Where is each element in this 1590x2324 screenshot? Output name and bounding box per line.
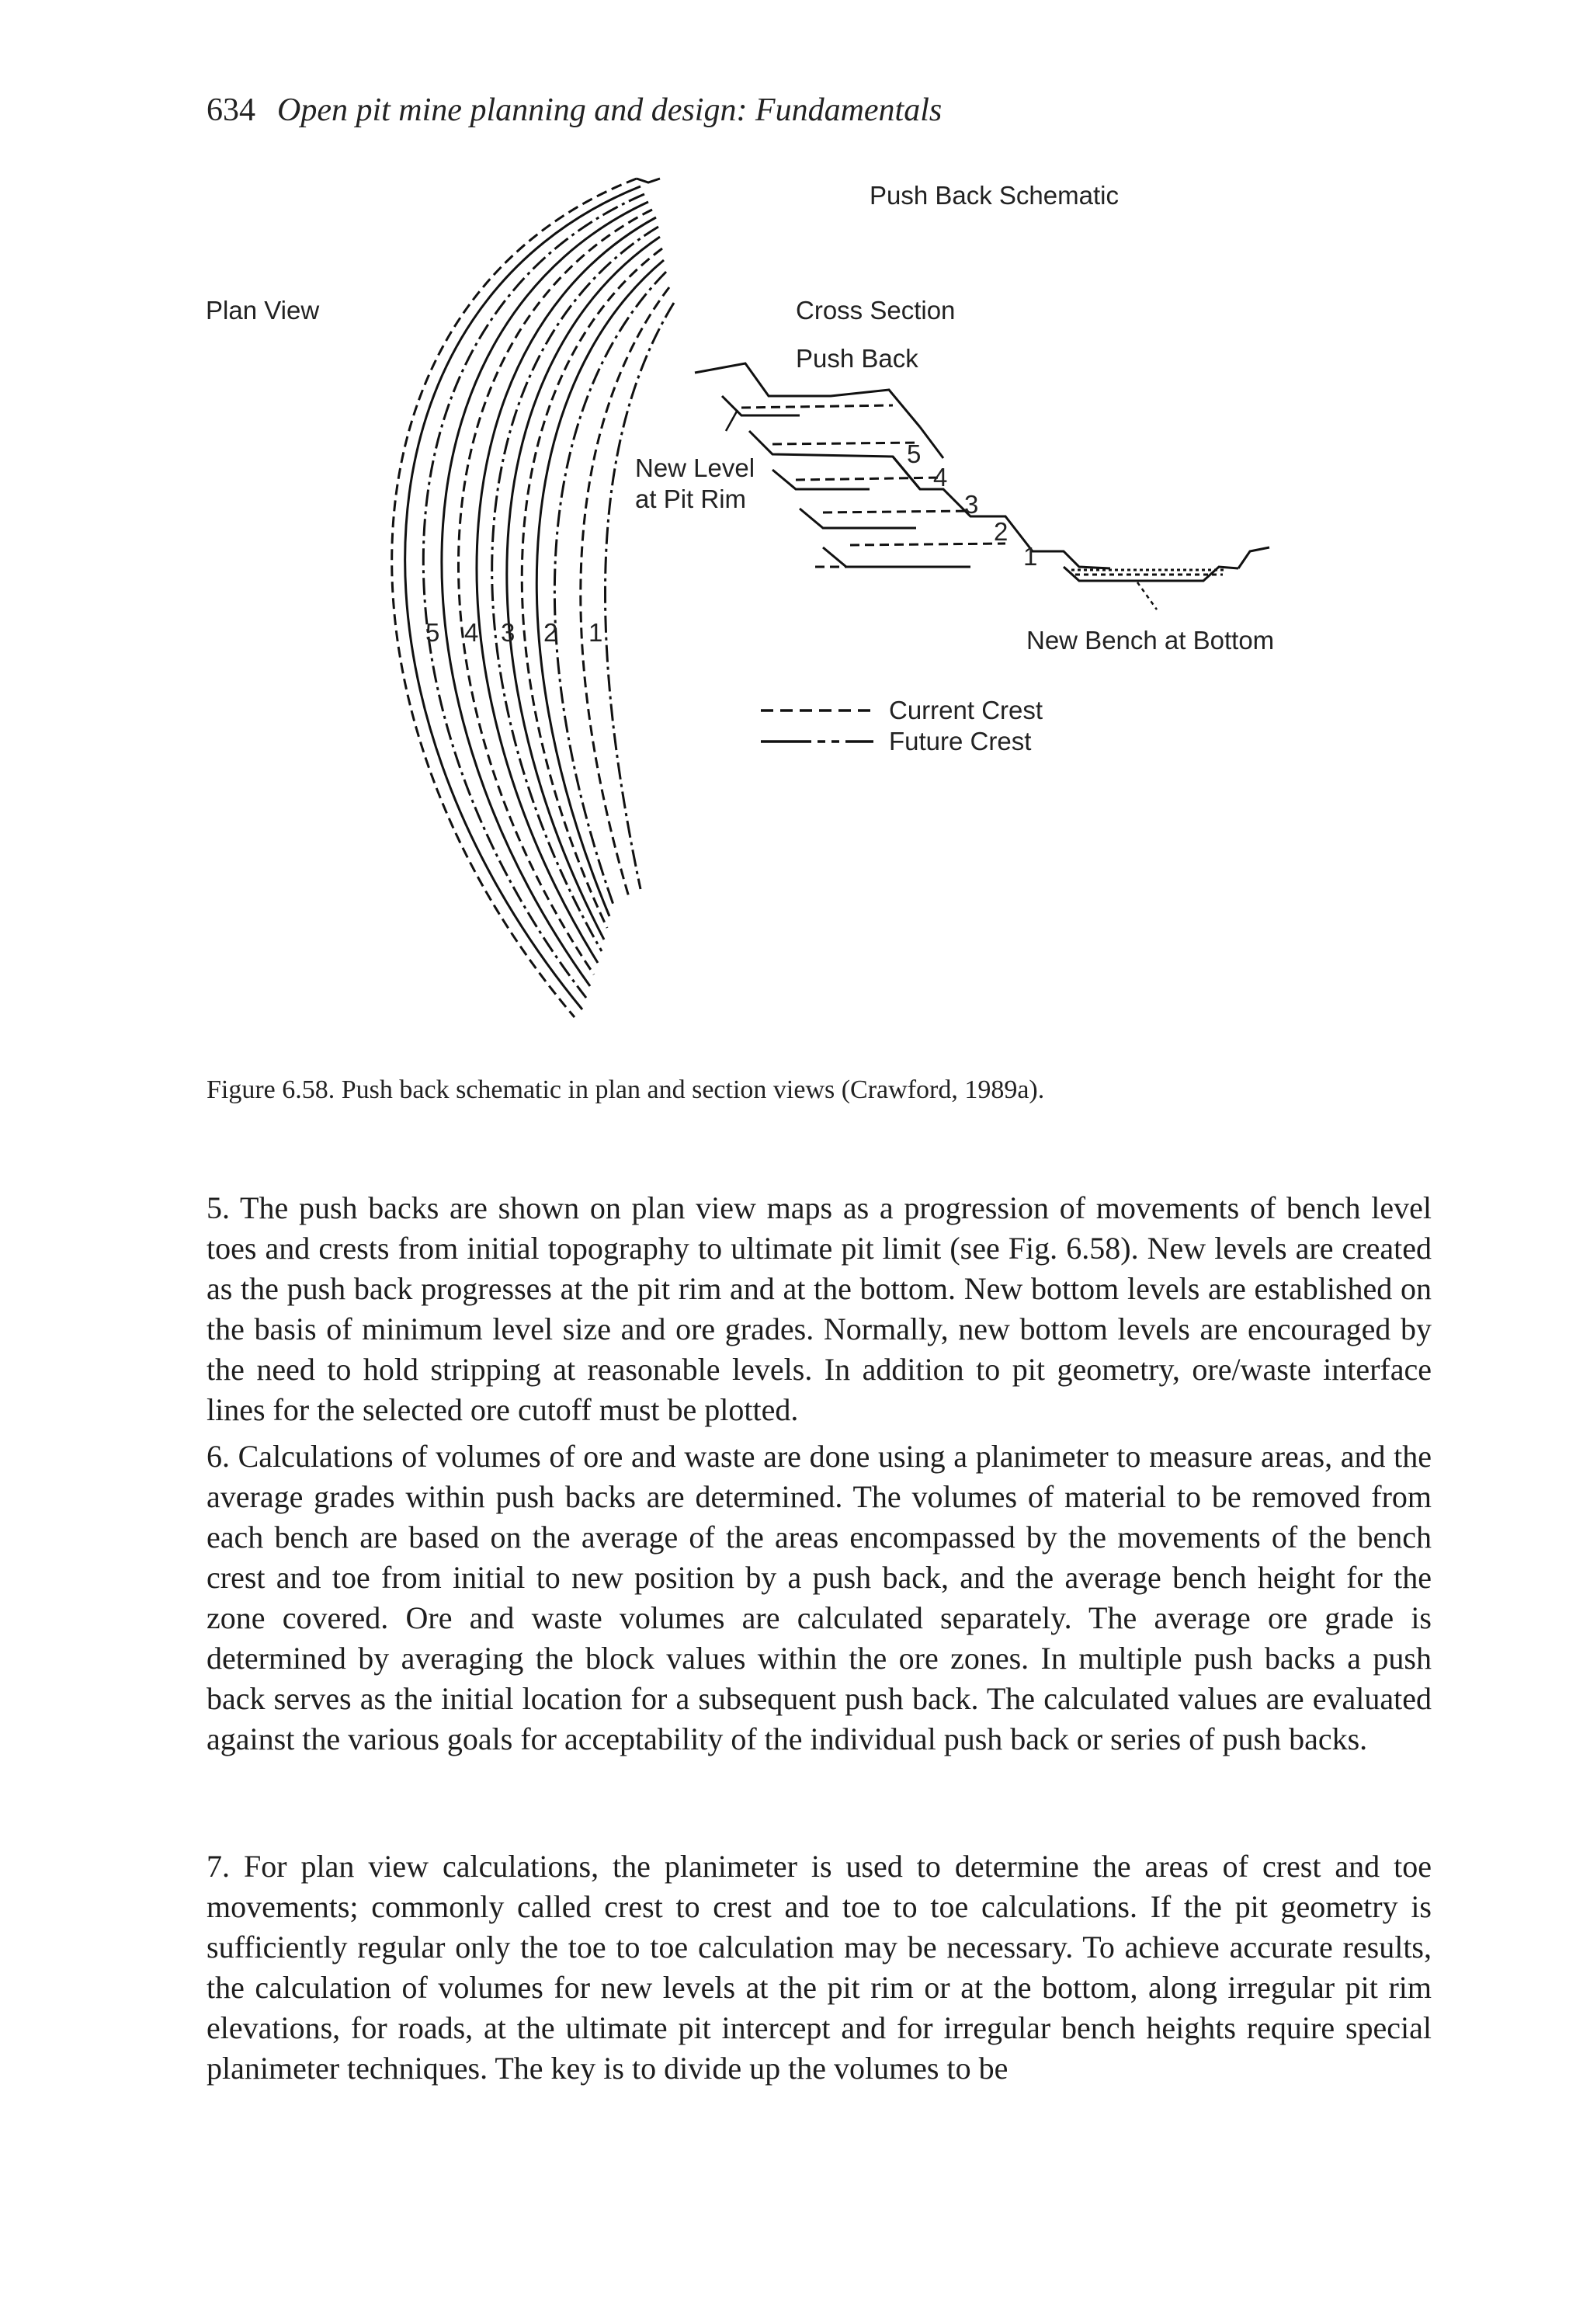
- page-number: 634: [207, 92, 255, 128]
- bottom-bench-hatch: [1071, 570, 1227, 575]
- figure-6-58: [194, 163, 1359, 1040]
- paragraph-5: 5. The push backs are shown on plan view maps as a progression of movements of bench level toes and crests from initial topography to ultimate pit limit (see Fig. 6.58). New levels are created as the push back progresses at the pit rim and at the bottom. New bottom levels are established on the basis of minimum level size and ore grades. Normally, new bottom levels are encouraged by the need to hold stripping at reasonable levels. In addition to pit geometry, ore/waste interface lines for the selected ore cutoff must be plotted.: [207, 1190, 1432, 1427]
- book-title: Open pit mine planning and design: Fundamentals: [277, 92, 943, 128]
- new-level-label-line1: New Level: [635, 453, 755, 482]
- plan-number-4: 4: [464, 618, 479, 647]
- cross-section-current-crests: [741, 405, 1005, 567]
- figure-title: Push Back Schematic: [870, 181, 1119, 210]
- cross-section-profile: [695, 363, 1269, 581]
- section-number-1: 1: [1023, 542, 1038, 571]
- section-number-2: 2: [994, 517, 1009, 546]
- section-number-5: 5: [907, 439, 922, 468]
- paragraph-7: 7. For plan view calculations, the planimeter is used to determine the areas of crest and toe movements; commonly called crest to crest and toe to toe calculations. If the pit geometry is sufficiently regular only the toe to toe calculation may be necessary. To achieve accurate results, the calculation of volumes for new levels at the pit rim or at the bottom, along irregular pit rim elevations, for roads, at the ultimate pit intercept and for irregular bench heights require special planimeter techniques. The key is to divide up the volumes to be: [207, 1849, 1432, 2086]
- new-bench-label: New Bench at Bottom: [1026, 626, 1275, 655]
- legend-lines: [761, 710, 873, 742]
- plan-number-2: 2: [543, 618, 558, 647]
- plan-view-label: Plan View: [206, 296, 320, 325]
- legend-future-crest: Future Crest: [889, 727, 1032, 756]
- leader-lines: [726, 410, 1157, 610]
- pushback-schematic-drawing: [194, 163, 1359, 1040]
- new-level-label-line2: at Pit Rim: [635, 485, 747, 513]
- section-number-3: 3: [964, 490, 979, 519]
- plan-number-3: 3: [501, 618, 516, 647]
- figure-caption: Figure 6.58. Push back schematic in plan and section views (Crawford, 1989a).: [207, 1075, 1045, 1104]
- plan-number-1: 1: [588, 618, 603, 647]
- section-number-4: 4: [933, 463, 948, 492]
- legend-current-crest: Current Crest: [889, 696, 1043, 724]
- cross-section-label: Cross Section: [796, 296, 956, 325]
- plan-view-arcs: [392, 179, 674, 1017]
- running-head: [207, 92, 942, 129]
- push-back-label: Push Back: [796, 344, 918, 373]
- paragraph-6: 6. Calculations of volumes of ore and waste are done using a planimeter to measure areas, and the average grades within push backs are determined. The volumes of material to be removed from each bench are based on the average of the areas encompassed by the movements of the bench crest and toe from initial to new position by a push back, and the average bench height for the zone covered. Ore and waste volumes are calculated separately. The average ore grade is determined by averaging the block values within the ore zones. In multiple push backs a push back serves as the initial location for a subsequent push back. The calculated values are evaluated against the various goals for acceptability of the individual push back or series of push backs.: [207, 1439, 1432, 1756]
- plan-number-5: 5: [425, 618, 440, 647]
